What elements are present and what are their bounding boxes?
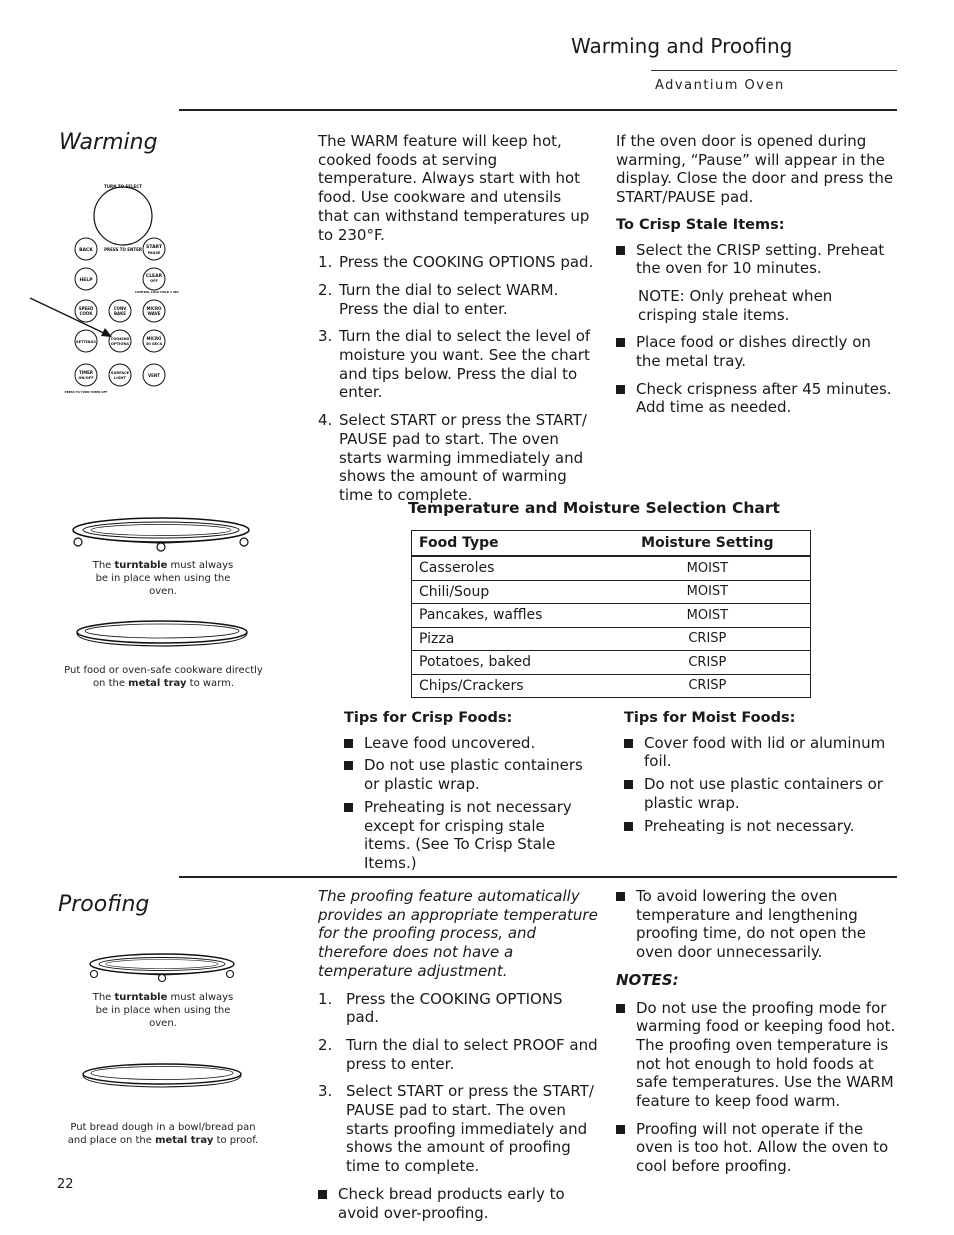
control-panel-illustration [28, 180, 179, 402]
micro30-label-2: 30 SECS [145, 342, 163, 346]
bake-label: BAKE [114, 311, 126, 316]
list-item: Cover food with lid or aluminum foil. [624, 734, 894, 771]
vent-label: VENT [148, 373, 160, 378]
tips-moist-foods [624, 709, 894, 839]
table-header-row [412, 531, 811, 557]
proofing-intro: The proofing feature automatically provides an appropriate temperature for the proofing process, and therefore does not have a temperature adjustment. [318, 887, 598, 980]
page-number: 22 [57, 1177, 74, 1192]
dial-top-label: TURN TO SELECT [104, 184, 142, 189]
header-divider [651, 70, 897, 71]
surface-light-pad [109, 364, 131, 386]
table-row: Casseroles MOIST [412, 556, 811, 580]
metal-tray-illustration-proofing [80, 1061, 244, 1091]
control-lock-note: CONTROL LOCK HOLD 3 SEC [135, 290, 179, 294]
list-item: Do not use plastic containers or plastic wrap. [344, 756, 594, 793]
timer-label: TIMER [78, 370, 94, 375]
notes-label: NOTES: [616, 970, 679, 989]
pause-note: If the oven door is opened during warming, “Pause” will appear in the display. Close the door and press the START/PAUSE pad. [616, 132, 894, 207]
turntable-illustration-proofing [86, 950, 238, 984]
pause-label: PAUSE [147, 251, 161, 255]
column-header-food-type: Food Type [412, 531, 605, 557]
warming-intro: The WARM feature will keep hot, cooked foods at serving temperature. Always start with hot food. Use cookware and utensils that can withstand temperatures up to 230°F. [318, 132, 590, 244]
proofing-turntable-caption: The turntable must always be in place when using the oven. [92, 992, 234, 1029]
section-divider-warming [179, 109, 897, 111]
tips-moist-heading: Tips for Moist Foods: [624, 710, 796, 726]
clear-label: CLEAR [145, 274, 163, 279]
onoff-label: ON/OFF [78, 376, 94, 380]
list-item: Preheating is not necessary. [624, 817, 894, 836]
wave-label: WAVE [147, 311, 161, 316]
section-divider-proofing [179, 876, 897, 878]
crisp-note: NOTE: Only preheat when crisping stale items. [638, 286, 833, 324]
help-pad-label: HELP [79, 278, 93, 283]
timer-note: PRESS TO TURN TIMER OFF [64, 390, 108, 394]
back-pad-label: BACK [79, 248, 93, 253]
cook-label: COOK [79, 311, 93, 316]
chart-title: Temperature and Moisture Selection Chart [408, 499, 780, 517]
list-item: Check bread products early to avoid over-proofing. [318, 1185, 598, 1222]
crisp-stale-items [616, 132, 896, 426]
proofing-title: Proofing [58, 892, 150, 917]
cooking-label: COOKING [110, 337, 130, 341]
cooking-options-pad [109, 330, 131, 352]
list-item: Preheating is not necessary except for crisping stale items. (See To Crisp Stale Items.) [344, 798, 594, 873]
column-header-moisture: Moisture Setting [605, 531, 811, 557]
turntable-illustration [68, 512, 254, 554]
crisp-heading: To Crisp Stale Items: [616, 216, 785, 233]
table-row: Pizza CRISP [412, 627, 811, 651]
crisp-bullet: Select the CRISP setting. Preheat the oven for 10 minutes. [616, 241, 896, 278]
table-row: Chips/Crackers CRISP [412, 674, 811, 698]
page-header-subtitle: Advantium Oven [655, 78, 785, 93]
table-row: Pancakes, waffles MOIST [412, 604, 811, 628]
arrow-icon [30, 298, 112, 337]
page-header-title: Warming and Proofing [571, 34, 793, 58]
warming-step: 2. Turn the dial to select WARM. Press the dial to enter. [318, 280, 559, 318]
metal-tray-illustration [74, 618, 250, 650]
crisp-bullet: Check crispness after 45 minutes. Add time as needed. [616, 380, 896, 417]
warming-step: 1. Press the COOKING OPTIONS pad. [318, 253, 594, 272]
moisture-chart-table [411, 530, 811, 698]
warming-step: 3. Turn the dial to select the level of moisture you want. See the chart and tips below. Press the dial to enter. [318, 327, 591, 402]
light-label: LIGHT [113, 376, 127, 380]
proofing-step: 3. Select START or press the START/ PAUSE pad to start. The oven starts proofing immediately and shows the amount of proofing time to complete. [318, 1082, 594, 1176]
crisp-bullet: Place food or dishes directly on the metal tray. [616, 333, 896, 370]
off-label: OFF [150, 279, 158, 283]
conv-label: CONV [113, 306, 127, 311]
tips-crisp-foods [344, 709, 594, 877]
metal-tray-caption: Put food or oven-safe cookware directly on the metal tray to warm. [64, 665, 263, 689]
micro30-label-1: MICRO [146, 336, 162, 341]
table-row: Chili/Soup MOIST [412, 580, 811, 604]
list-item: Do not use the proofing mode for warming food or keeping food hot. The proofing oven temperature is not hot enough to hold foods at safe temperatures. Use the WARM feature to keep food warm. [616, 999, 898, 1111]
settings-label: SETTINGS [76, 340, 96, 344]
proofing-step: 2. Turn the dial to select PROOF and press to enter. [318, 1035, 598, 1073]
proofing-notes [616, 887, 898, 1185]
warming-instructions [318, 132, 596, 514]
timer-pad [75, 364, 97, 386]
micro-30-pad [143, 330, 165, 352]
table-row: Potatoes, baked CRISP [412, 651, 811, 675]
list-item: To avoid lowering the oven temperature and lengthening proofing time, do not open the oven door unnecessarily. [616, 887, 898, 962]
turntable-caption: The turntable must always be in place when using the oven. [92, 560, 234, 597]
list-item: Do not use plastic containers or plastic wrap. [624, 775, 894, 812]
list-item: Proofing will not operate if the oven is too hot. Allow the oven to cool before proofing. [616, 1120, 898, 1176]
options-label: OPTIONS [110, 342, 130, 346]
start-label: START [146, 245, 162, 250]
dial-icon [94, 187, 152, 245]
dial-bottom-label: PRESS TO ENTER [104, 247, 142, 252]
proofing-tray-caption: Put bread dough in a bowl/bread pan and place on the metal tray to proof. [67, 1122, 259, 1146]
proofing-step: 1. Press the COOKING OPTIONS pad. [318, 989, 563, 1027]
warming-step: 4. Select START or press the START/ PAUSE pad to start. The oven starts warming immediately and shows the amount of warming time to complete. [318, 411, 587, 504]
micro-label: MICRO [146, 306, 162, 311]
list-item: Leave food uncovered. [344, 734, 594, 753]
proofing-instructions [318, 887, 598, 1231]
tips-crisp-heading: Tips for Crisp Foods: [344, 710, 513, 726]
surface-label: SURFACE [110, 371, 130, 375]
speed-label: SPEED [78, 306, 94, 311]
warming-title: Warming [59, 130, 158, 155]
